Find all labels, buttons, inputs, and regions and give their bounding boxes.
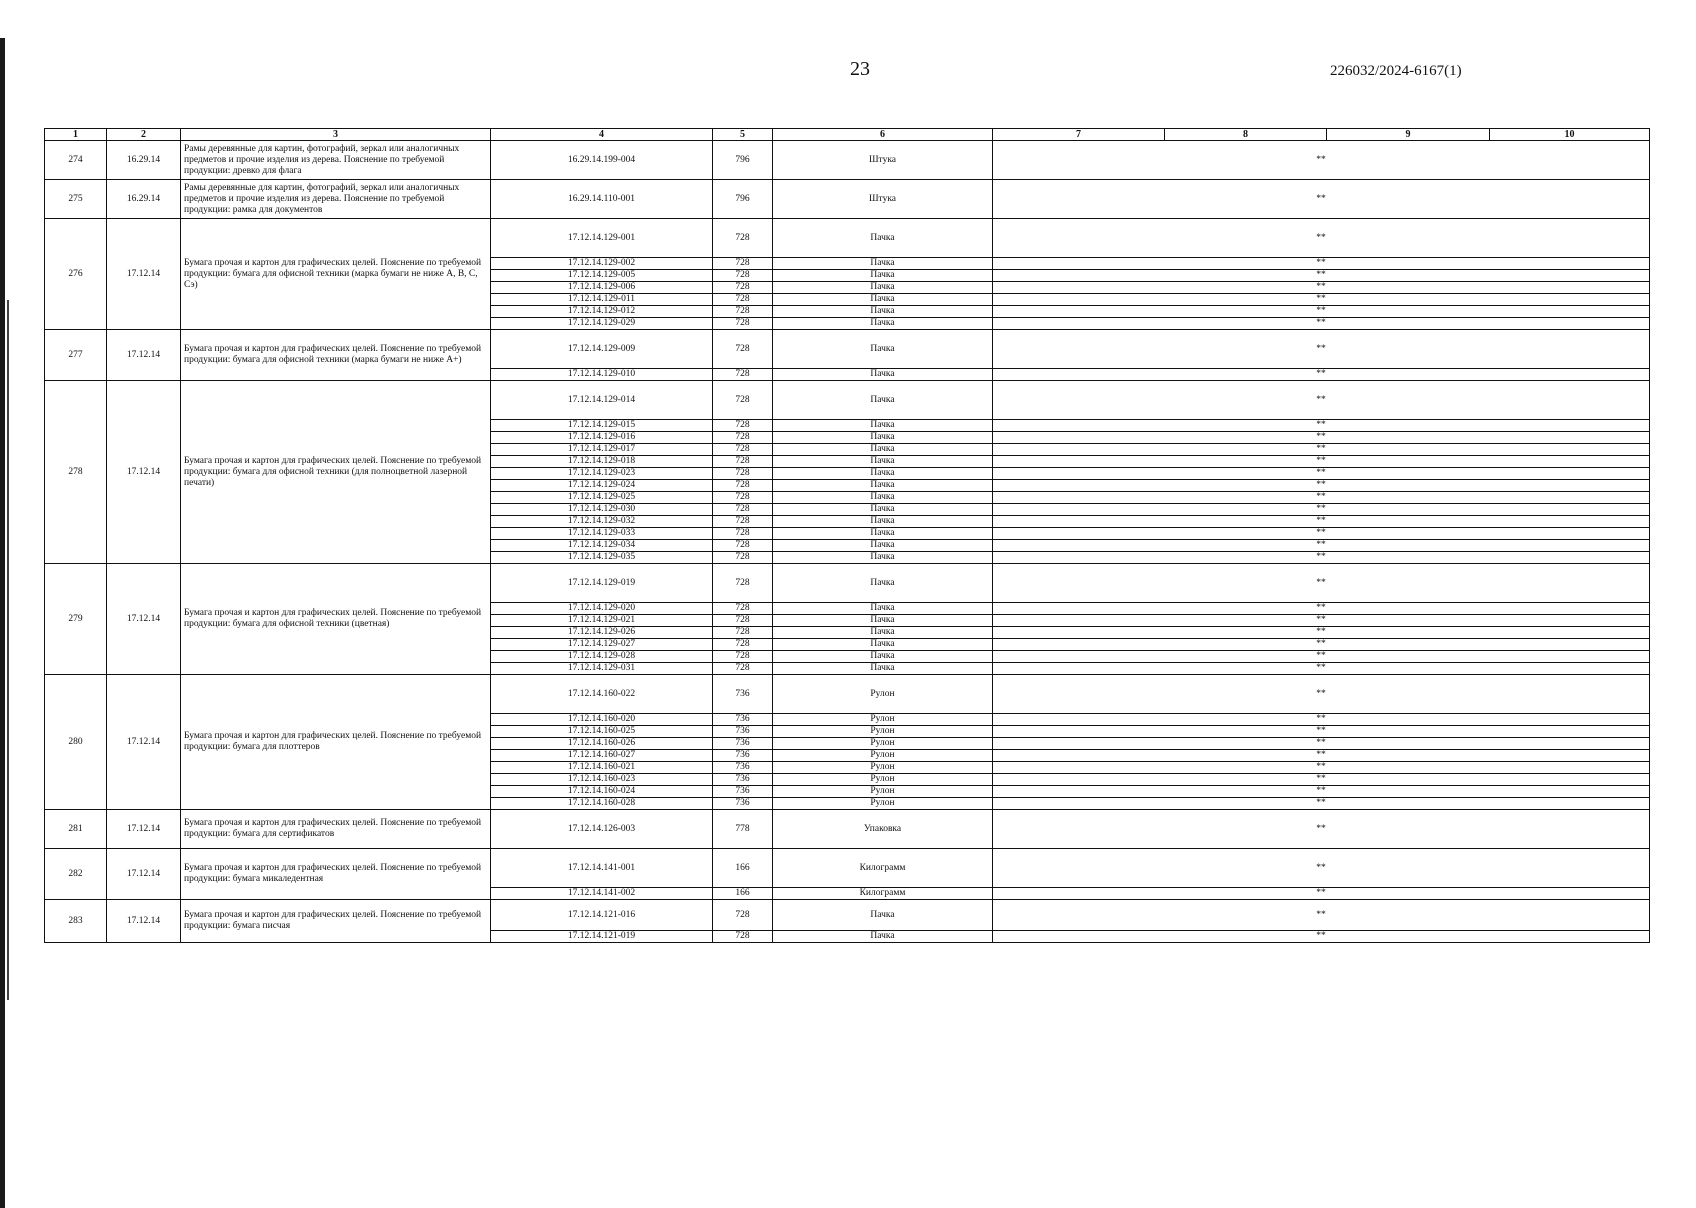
- unit-name: Рулон: [773, 675, 993, 714]
- scan-edge: [0, 38, 5, 1208]
- ktru-code: 17.12.14.129-006: [491, 282, 713, 294]
- column-number-row: [45, 129, 1650, 141]
- merged-mark: **: [993, 504, 1650, 516]
- merged-mark: **: [993, 750, 1650, 762]
- procurement-table: [44, 128, 1650, 943]
- merged-mark: **: [993, 714, 1650, 726]
- ktru-code: 17.12.14.141-002: [491, 888, 713, 900]
- column-header-10: 10: [1490, 129, 1650, 141]
- okpd-code: 16.29.14: [107, 180, 181, 219]
- ktru-code: 17.12.14.160-023: [491, 774, 713, 786]
- unit-code: 736: [713, 675, 773, 714]
- unit-name: Пачка: [773, 492, 993, 504]
- unit-code: 736: [713, 774, 773, 786]
- merged-mark: **: [993, 615, 1650, 627]
- unit-code: 728: [713, 432, 773, 444]
- unit-name: Пачка: [773, 270, 993, 282]
- merged-mark: **: [993, 141, 1650, 180]
- unit-name: Пачка: [773, 516, 993, 528]
- row-number: 280: [45, 675, 107, 810]
- unit-code: 728: [713, 381, 773, 420]
- unit-code: 728: [713, 270, 773, 282]
- merged-mark: **: [993, 258, 1650, 270]
- ktru-code: 17.12.14.129-029: [491, 318, 713, 330]
- ktru-code: 17.12.14.129-020: [491, 603, 713, 615]
- unit-name: Пачка: [773, 330, 993, 369]
- ktru-code: 17.12.14.129-021: [491, 615, 713, 627]
- ktru-code: 17.12.14.121-019: [491, 931, 713, 943]
- unit-code: 728: [713, 931, 773, 943]
- ktru-code: 17.12.14.129-035: [491, 552, 713, 564]
- merged-mark: **: [993, 420, 1650, 432]
- ktru-code: 17.12.14.160-022: [491, 675, 713, 714]
- ktru-code: 17.12.14.129-016: [491, 432, 713, 444]
- ktru-code: 17.12.14.129-017: [491, 444, 713, 456]
- unit-code: 736: [713, 750, 773, 762]
- unit-code: 736: [713, 786, 773, 798]
- merged-mark: **: [993, 318, 1650, 330]
- unit-code: 728: [713, 900, 773, 931]
- merged-mark: **: [993, 774, 1650, 786]
- merged-mark: **: [993, 786, 1650, 798]
- ktru-code: 17.12.14.160-028: [491, 798, 713, 810]
- merged-mark: **: [993, 219, 1650, 258]
- ktru-code: 17.12.14.160-025: [491, 726, 713, 738]
- unit-name: Пачка: [773, 552, 993, 564]
- ktru-code: 17.12.14.129-028: [491, 651, 713, 663]
- okpd-code: 17.12.14: [107, 219, 181, 330]
- okpd-code: 17.12.14: [107, 810, 181, 849]
- ktru-code: 17.12.14.160-026: [491, 738, 713, 750]
- merged-mark: **: [993, 675, 1650, 714]
- row-number: 278: [45, 381, 107, 564]
- item-description: Бумага прочая и картон для графических целей. Пояснение по требуемой продукции: бумага для офисной техники (марка бумаги не ниже А, В, С, Сэ): [181, 219, 491, 330]
- unit-code: 728: [713, 603, 773, 615]
- unit-name: Пачка: [773, 639, 993, 651]
- unit-code: 736: [713, 726, 773, 738]
- okpd-code: 17.12.14: [107, 849, 181, 900]
- unit-name: Рулон: [773, 786, 993, 798]
- unit-name: Штука: [773, 141, 993, 180]
- unit-code: 736: [713, 762, 773, 774]
- unit-code: 728: [713, 480, 773, 492]
- unit-code: 736: [713, 738, 773, 750]
- ktru-code: 17.12.14.126-003: [491, 810, 713, 849]
- column-header-6: 6: [773, 129, 993, 141]
- unit-code: 728: [713, 444, 773, 456]
- scan-edge-secondary: [7, 300, 9, 1000]
- merged-mark: **: [993, 931, 1650, 943]
- unit-code: 796: [713, 141, 773, 180]
- unit-code: 728: [713, 318, 773, 330]
- merged-mark: **: [993, 627, 1650, 639]
- unit-code: 728: [713, 504, 773, 516]
- unit-code: 728: [713, 564, 773, 603]
- unit-code: 728: [713, 540, 773, 552]
- okpd-code: 17.12.14: [107, 564, 181, 675]
- ktru-code: 16.29.14.110-001: [491, 180, 713, 219]
- ktru-code: 17.12.14.129-002: [491, 258, 713, 270]
- unit-name: Рулон: [773, 798, 993, 810]
- table-row: [45, 330, 1650, 369]
- ktru-code: 17.12.14.129-026: [491, 627, 713, 639]
- unit-name: Пачка: [773, 615, 993, 627]
- unit-name: Пачка: [773, 900, 993, 931]
- merged-mark: **: [993, 468, 1650, 480]
- item-description: Бумага прочая и картон для графических целей. Пояснение по требуемой продукции: бумага писчая: [181, 900, 491, 943]
- table-row: [45, 849, 1650, 888]
- merged-mark: **: [993, 762, 1650, 774]
- unit-name: Пачка: [773, 528, 993, 540]
- unit-code: 728: [713, 663, 773, 675]
- item-description: Бумага прочая и картон для графических целей. Пояснение по требуемой продукции: бумага для офисной техники (цветная): [181, 564, 491, 675]
- unit-code: 728: [713, 651, 773, 663]
- merged-mark: **: [993, 540, 1650, 552]
- okpd-code: 17.12.14: [107, 381, 181, 564]
- merged-mark: **: [993, 810, 1650, 849]
- ktru-code: 17.12.14.129-014: [491, 381, 713, 420]
- table-body: [45, 141, 1650, 943]
- row-number: 277: [45, 330, 107, 381]
- unit-code: 728: [713, 306, 773, 318]
- merged-mark: **: [993, 480, 1650, 492]
- table-row: [45, 381, 1650, 420]
- item-description: Бумага прочая и картон для графических целей. Пояснение по требуемой продукции: бумага для офисной техники (для полноцветной лазерной печати): [181, 381, 491, 564]
- column-header-2: 2: [107, 129, 181, 141]
- merged-mark: **: [993, 726, 1650, 738]
- unit-code: 728: [713, 219, 773, 258]
- merged-mark: **: [993, 738, 1650, 750]
- ktru-code: 17.12.14.160-020: [491, 714, 713, 726]
- table-row: [45, 564, 1650, 603]
- merged-mark: **: [993, 639, 1650, 651]
- merged-mark: **: [993, 294, 1650, 306]
- merged-mark: **: [993, 270, 1650, 282]
- row-number: 276: [45, 219, 107, 330]
- unit-code: 728: [713, 420, 773, 432]
- ktru-code: 17.12.14.160-027: [491, 750, 713, 762]
- item-description: Рамы деревянные для картин, фотографий, зеркал или аналогичных предметов и прочие изделия из дерева. Пояснение по требуемой продукции: древко для флага: [181, 141, 491, 180]
- row-number: 274: [45, 141, 107, 180]
- merged-mark: **: [993, 798, 1650, 810]
- merged-mark: **: [993, 456, 1650, 468]
- unit-name: Пачка: [773, 627, 993, 639]
- unit-code: 728: [713, 528, 773, 540]
- ktru-code: 17.12.14.129-023: [491, 468, 713, 480]
- unit-code: 728: [713, 639, 773, 651]
- column-header-5: 5: [713, 129, 773, 141]
- unit-name: Килограмм: [773, 849, 993, 888]
- item-description: Бумага прочая и картон для графических целей. Пояснение по требуемой продукции: бумага для сертификатов: [181, 810, 491, 849]
- merged-mark: **: [993, 381, 1650, 420]
- column-header-1: 1: [45, 129, 107, 141]
- unit-name: Рулон: [773, 726, 993, 738]
- unit-name: Пачка: [773, 603, 993, 615]
- merged-mark: **: [993, 369, 1650, 381]
- unit-name: Пачка: [773, 564, 993, 603]
- unit-code: 728: [713, 627, 773, 639]
- page-number: 23: [850, 58, 870, 80]
- ktru-code: 17.12.14.129-032: [491, 516, 713, 528]
- unit-name: Рулон: [773, 774, 993, 786]
- unit-code: 728: [713, 516, 773, 528]
- unit-name: Рулон: [773, 738, 993, 750]
- unit-name: Пачка: [773, 663, 993, 675]
- unit-name: Пачка: [773, 480, 993, 492]
- unit-name: Килограмм: [773, 888, 993, 900]
- row-number: 279: [45, 564, 107, 675]
- item-description: Рамы деревянные для картин, фотографий, зеркал или аналогичных предметов и прочие изделия из дерева. Пояснение по требуемой продукции: рамка для документов: [181, 180, 491, 219]
- item-description: Бумага прочая и картон для графических целей. Пояснение по требуемой продукции: бумага для плоттеров: [181, 675, 491, 810]
- okpd-code: 17.12.14: [107, 900, 181, 943]
- merged-mark: **: [993, 651, 1650, 663]
- okpd-code: 17.12.14: [107, 675, 181, 810]
- unit-name: Пачка: [773, 369, 993, 381]
- unit-name: Пачка: [773, 540, 993, 552]
- ktru-code: 17.12.14.129-030: [491, 504, 713, 516]
- table-row: [45, 180, 1650, 219]
- ktru-code: 17.12.14.129-005: [491, 270, 713, 282]
- ktru-code: 17.12.14.129-024: [491, 480, 713, 492]
- ktru-code: 17.12.14.129-025: [491, 492, 713, 504]
- unit-name: Пачка: [773, 420, 993, 432]
- document-number: 226032/2024-6167(1): [1330, 63, 1462, 79]
- table-row: [45, 219, 1650, 258]
- ktru-code: 16.29.14.199-004: [491, 141, 713, 180]
- unit-code: 166: [713, 849, 773, 888]
- unit-code: 778: [713, 810, 773, 849]
- unit-name: Пачка: [773, 651, 993, 663]
- ktru-code: 17.12.14.141-001: [491, 849, 713, 888]
- unit-name: Штука: [773, 180, 993, 219]
- merged-mark: **: [993, 564, 1650, 603]
- unit-code: 736: [713, 798, 773, 810]
- unit-name: Пачка: [773, 444, 993, 456]
- unit-name: Пачка: [773, 306, 993, 318]
- unit-name: Рулон: [773, 762, 993, 774]
- column-header-8: 8: [1165, 129, 1327, 141]
- ktru-code: 17.12.14.129-015: [491, 420, 713, 432]
- unit-code: 728: [713, 552, 773, 564]
- ktru-code: 17.12.14.129-012: [491, 306, 713, 318]
- unit-name: Пачка: [773, 318, 993, 330]
- merged-mark: **: [993, 552, 1650, 564]
- merged-mark: **: [993, 849, 1650, 888]
- unit-code: 728: [713, 468, 773, 480]
- ktru-code: 17.12.14.129-018: [491, 456, 713, 468]
- ktru-code: 17.12.14.129-033: [491, 528, 713, 540]
- merged-mark: **: [993, 516, 1650, 528]
- column-header-3: 3: [181, 129, 491, 141]
- unit-code: 728: [713, 282, 773, 294]
- table-row: [45, 141, 1650, 180]
- unit-name: Пачка: [773, 456, 993, 468]
- table-row: [45, 810, 1650, 849]
- merged-mark: **: [993, 180, 1650, 219]
- ktru-code: 17.12.14.129-011: [491, 294, 713, 306]
- ktru-code: 17.12.14.129-010: [491, 369, 713, 381]
- item-description: Бумага прочая и картон для графических целей. Пояснение по требуемой продукции: бумага микаледентная: [181, 849, 491, 900]
- unit-code: 166: [713, 888, 773, 900]
- unit-name: Пачка: [773, 258, 993, 270]
- ktru-code: 17.12.14.160-021: [491, 762, 713, 774]
- column-header-9: 9: [1327, 129, 1490, 141]
- merged-mark: **: [993, 282, 1650, 294]
- unit-name: Пачка: [773, 931, 993, 943]
- ktru-code: 17.12.14.129-027: [491, 639, 713, 651]
- merged-mark: **: [993, 900, 1650, 931]
- merged-mark: **: [993, 330, 1650, 369]
- column-header-4: 4: [491, 129, 713, 141]
- row-number: 275: [45, 180, 107, 219]
- ktru-code: 17.12.14.160-024: [491, 786, 713, 798]
- merged-mark: **: [993, 306, 1650, 318]
- unit-name: Рулон: [773, 714, 993, 726]
- ktru-code: 17.12.14.129-009: [491, 330, 713, 369]
- row-number: 281: [45, 810, 107, 849]
- merged-mark: **: [993, 663, 1650, 675]
- unit-code: 728: [713, 615, 773, 627]
- unit-code: 796: [713, 180, 773, 219]
- row-number: 283: [45, 900, 107, 943]
- unit-name: Пачка: [773, 219, 993, 258]
- okpd-code: 16.29.14: [107, 141, 181, 180]
- unit-name: Пачка: [773, 294, 993, 306]
- unit-code: 728: [713, 258, 773, 270]
- unit-code: 736: [713, 714, 773, 726]
- ktru-code: 17.12.14.129-001: [491, 219, 713, 258]
- unit-code: 728: [713, 294, 773, 306]
- table-row: [45, 900, 1650, 931]
- merged-mark: **: [993, 888, 1650, 900]
- unit-name: Пачка: [773, 468, 993, 480]
- unit-code: 728: [713, 492, 773, 504]
- okpd-code: 17.12.14: [107, 330, 181, 381]
- table-row: [45, 675, 1650, 714]
- row-number: 282: [45, 849, 107, 900]
- merged-mark: **: [993, 528, 1650, 540]
- unit-name: Пачка: [773, 282, 993, 294]
- unit-code: 728: [713, 456, 773, 468]
- unit-name: Пачка: [773, 381, 993, 420]
- merged-mark: **: [993, 444, 1650, 456]
- unit-code: 728: [713, 330, 773, 369]
- ktru-code: 17.12.14.129-019: [491, 564, 713, 603]
- ktru-code: 17.12.14.129-031: [491, 663, 713, 675]
- column-header-7: 7: [993, 129, 1165, 141]
- unit-name: Упаковка: [773, 810, 993, 849]
- merged-mark: **: [993, 492, 1650, 504]
- item-description: Бумага прочая и картон для графических целей. Пояснение по требуемой продукции: бумага для офисной техники (марка бумаги не ниже А+): [181, 330, 491, 381]
- ktru-code: 17.12.14.121-016: [491, 900, 713, 931]
- ktru-code: 17.12.14.129-034: [491, 540, 713, 552]
- unit-code: 728: [713, 369, 773, 381]
- merged-mark: **: [993, 432, 1650, 444]
- unit-name: Рулон: [773, 750, 993, 762]
- merged-mark: **: [993, 603, 1650, 615]
- unit-name: Пачка: [773, 432, 993, 444]
- unit-name: Пачка: [773, 504, 993, 516]
